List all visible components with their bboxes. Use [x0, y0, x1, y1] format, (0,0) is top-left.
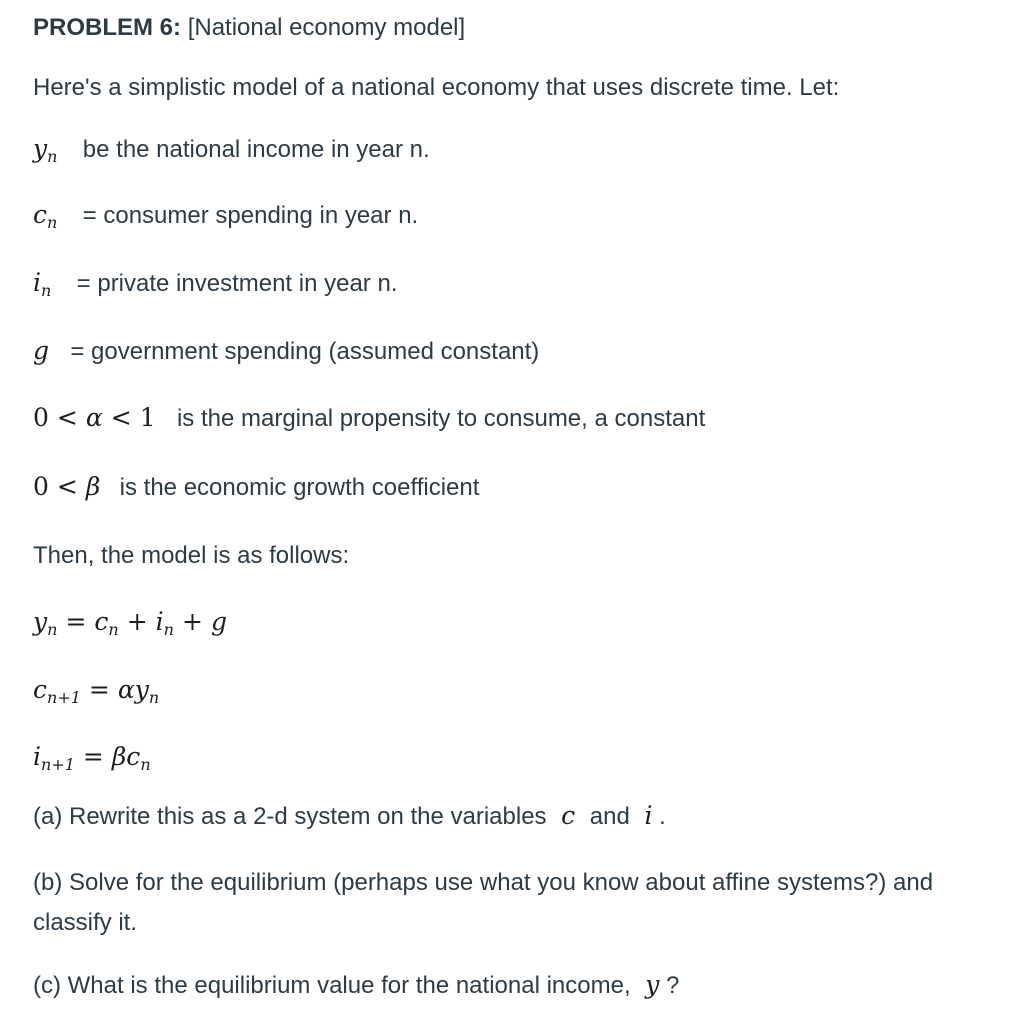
definition-beta-text: is the economic growth coefficient — [119, 474, 480, 501]
question-a — [33, 800, 666, 833]
income-equation: $y_n = c_n + i_n + g$ — [33, 607, 227, 639]
i-variable: i — [636, 801, 653, 830]
question-a-end: . — [659, 803, 666, 830]
equation-consumption — [33, 674, 159, 707]
problem-title: [National economy model] — [187, 14, 466, 41]
definition-beta — [33, 471, 479, 504]
definition-c-text: = consumer spending in year n. — [82, 202, 419, 229]
consumption-equation: $c_{n+1} = \alpha y_n$ — [33, 675, 160, 707]
y-n-symbol: $y_n$ — [33, 134, 58, 166]
definition-alpha — [33, 402, 705, 435]
definition-g — [33, 335, 539, 368]
y-variable: y — [637, 970, 660, 999]
alpha-inequality: 0 < α < 1 — [33, 403, 156, 432]
c-n-symbol: $c_n$ — [33, 200, 58, 232]
definition-y — [33, 133, 430, 166]
definition-i — [33, 267, 397, 300]
investment-equation: $i_{n+1} = \beta c_n$ — [33, 742, 151, 774]
question-a-text: (a) Rewrite this as a 2-d system on the variables — [33, 803, 547, 830]
question-c — [33, 969, 679, 1002]
definition-alpha-text: is the marginal propensity to consume, a constant — [176, 405, 706, 432]
definition-g-text: = government spending (assumed constant) — [70, 338, 540, 365]
model-intro: Then, the model is as follows: — [33, 542, 350, 569]
problem-heading — [33, 12, 465, 44]
problem-page — [33, 0, 1018, 1016]
beta-inequality: 0 < β — [33, 472, 101, 501]
c-variable: c — [553, 801, 584, 830]
question-c-text: (c) What is the equilibrium value for the national income, — [33, 972, 631, 999]
i-n-symbol: $i_n$ — [33, 268, 52, 300]
question-a-and: and — [589, 803, 630, 830]
definition-c — [33, 199, 418, 232]
question-c-end: ? — [666, 972, 680, 999]
equation-investment — [33, 741, 151, 774]
equation-income — [33, 606, 227, 639]
g-symbol: g — [33, 336, 50, 365]
definition-y-text: be the national income in year n. — [82, 136, 430, 163]
question-b: (b) Solve for the equilibrium (perhaps use what you know about affine systems?) and classify it. — [33, 869, 934, 936]
intro-text: Here's a simplistic model of a national economy that uses discrete time. Let: — [33, 74, 840, 101]
definition-i-text: = private investment in year n. — [76, 270, 398, 297]
problem-label: PROBLEM 6: — [33, 14, 182, 41]
